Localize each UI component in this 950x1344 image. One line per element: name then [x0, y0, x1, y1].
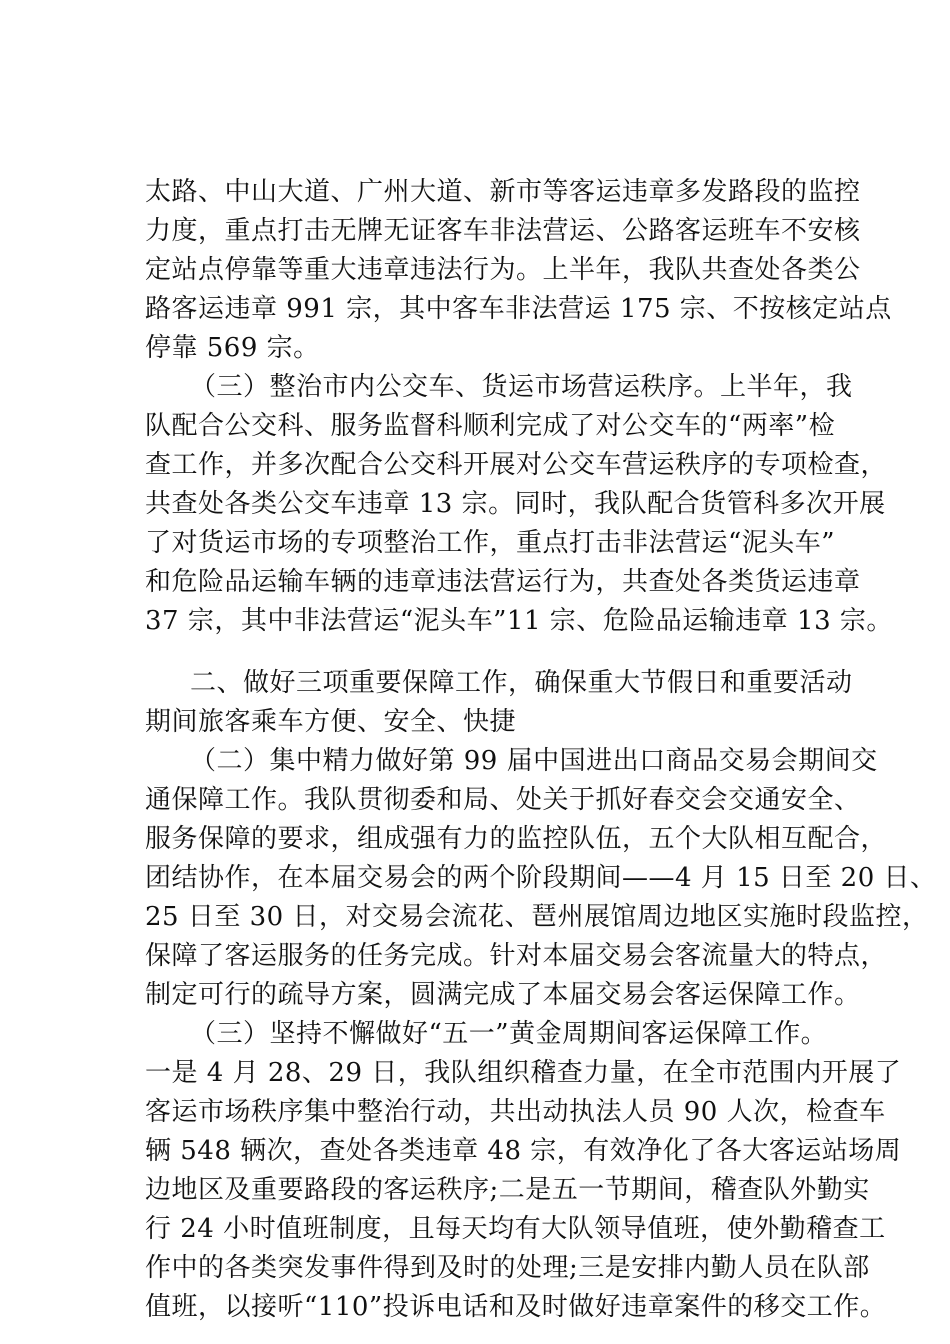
text-line: 共查处各类公交车违章 13 宗。同时，我队配合货管科多次开展	[145, 489, 886, 519]
text-line: 团结协作，在本届交易会的两个阶段期间——4 月 15 日至 20 日、	[145, 863, 937, 893]
text-line: 辆 548 辆次，查处各类违章 48 宗，有效净化了各大客运站场周	[145, 1136, 902, 1166]
text-line: 边地区及重要路段的客运秩序;二是五一节期间，稽查队外勤实	[145, 1175, 870, 1205]
text-line: 制定可行的疏导方案，圆满完成了本届交易会客运保障工作。	[145, 980, 861, 1010]
section-heading: 期间旅客乘车方便、安全、快捷	[145, 707, 517, 737]
text-line: （三）整治市内公交车、货运市场营运秩序。上半年，我	[190, 372, 853, 402]
text-line: 定站点停靠等重大违章违法行为。上半年，我队共查处各类公	[145, 255, 861, 285]
text-line: 作中的各类突发事件得到及时的处理;三是安排内勤人员在队部	[145, 1253, 870, 1283]
section-heading: 二、做好三项重要保障工作，确保重大节假日和重要活动	[190, 668, 853, 698]
text-line: 一是 4 月 28、29 日，我队组织稽查力量，在全市范围内开展了	[145, 1058, 902, 1088]
text-line: 查工作，并多次配合公交科开展对公交车营运秩序的专项检查，	[145, 450, 888, 480]
text-line: 太路、中山大道、广州大道、新市等客运违章多发路段的监控	[145, 177, 861, 207]
text-line: 路客运违章 991 宗，其中客车非法营运 175 宗、不按核定站点	[145, 294, 892, 324]
text-line: 服务保障的要求，组成强有力的监控队伍，五个大队相互配合，	[145, 824, 888, 854]
text-line: 行 24 小时值班制度，且每天均有大队领导值班，使外勤稽查工	[145, 1214, 886, 1244]
text-line: 力度，重点打击无牌无证客车非法营运、公路客运班车不安核	[145, 216, 861, 246]
text-line: 队配合公交科、服务监督科顺利完成了对公交车的“两率”检	[145, 411, 836, 441]
text-line: 客运市场秩序集中整治行动，共出动执法人员 90 人次，检查车	[145, 1097, 886, 1127]
text-line: 停靠 569 宗。	[145, 333, 320, 363]
text-line: （二）集中精力做好第 99 届中国进出口商品交易会期间交	[190, 746, 878, 776]
text-line: 保障了客运服务的任务完成。针对本届交易会客流量大的特点，	[145, 941, 888, 971]
text-line: 值班，以接听“110”投诉电话和及时做好违章案件的移交工作。	[145, 1292, 887, 1322]
text-line: 通保障工作。我队贯彻委和局、处关于抓好春交会交通安全、	[145, 785, 861, 815]
text-line: （三）坚持不懈做好“五一”黄金周期间客运保障工作。	[190, 1019, 828, 1049]
text-line: 37 宗，其中非法营运“泥头车”11 宗、危险品运输违章 13 宗。	[145, 606, 893, 636]
text-line: 和危险品运输车辆的违章违法营运行为，共查处各类货运违章	[145, 567, 861, 597]
text-line: 25 日至 30 日，对交易会流花、琶州展馆周边地区实施时段监控，	[145, 902, 929, 932]
text-line: 了对货运市场的专项整治工作，重点打击非法营运“泥头车”	[145, 528, 836, 558]
